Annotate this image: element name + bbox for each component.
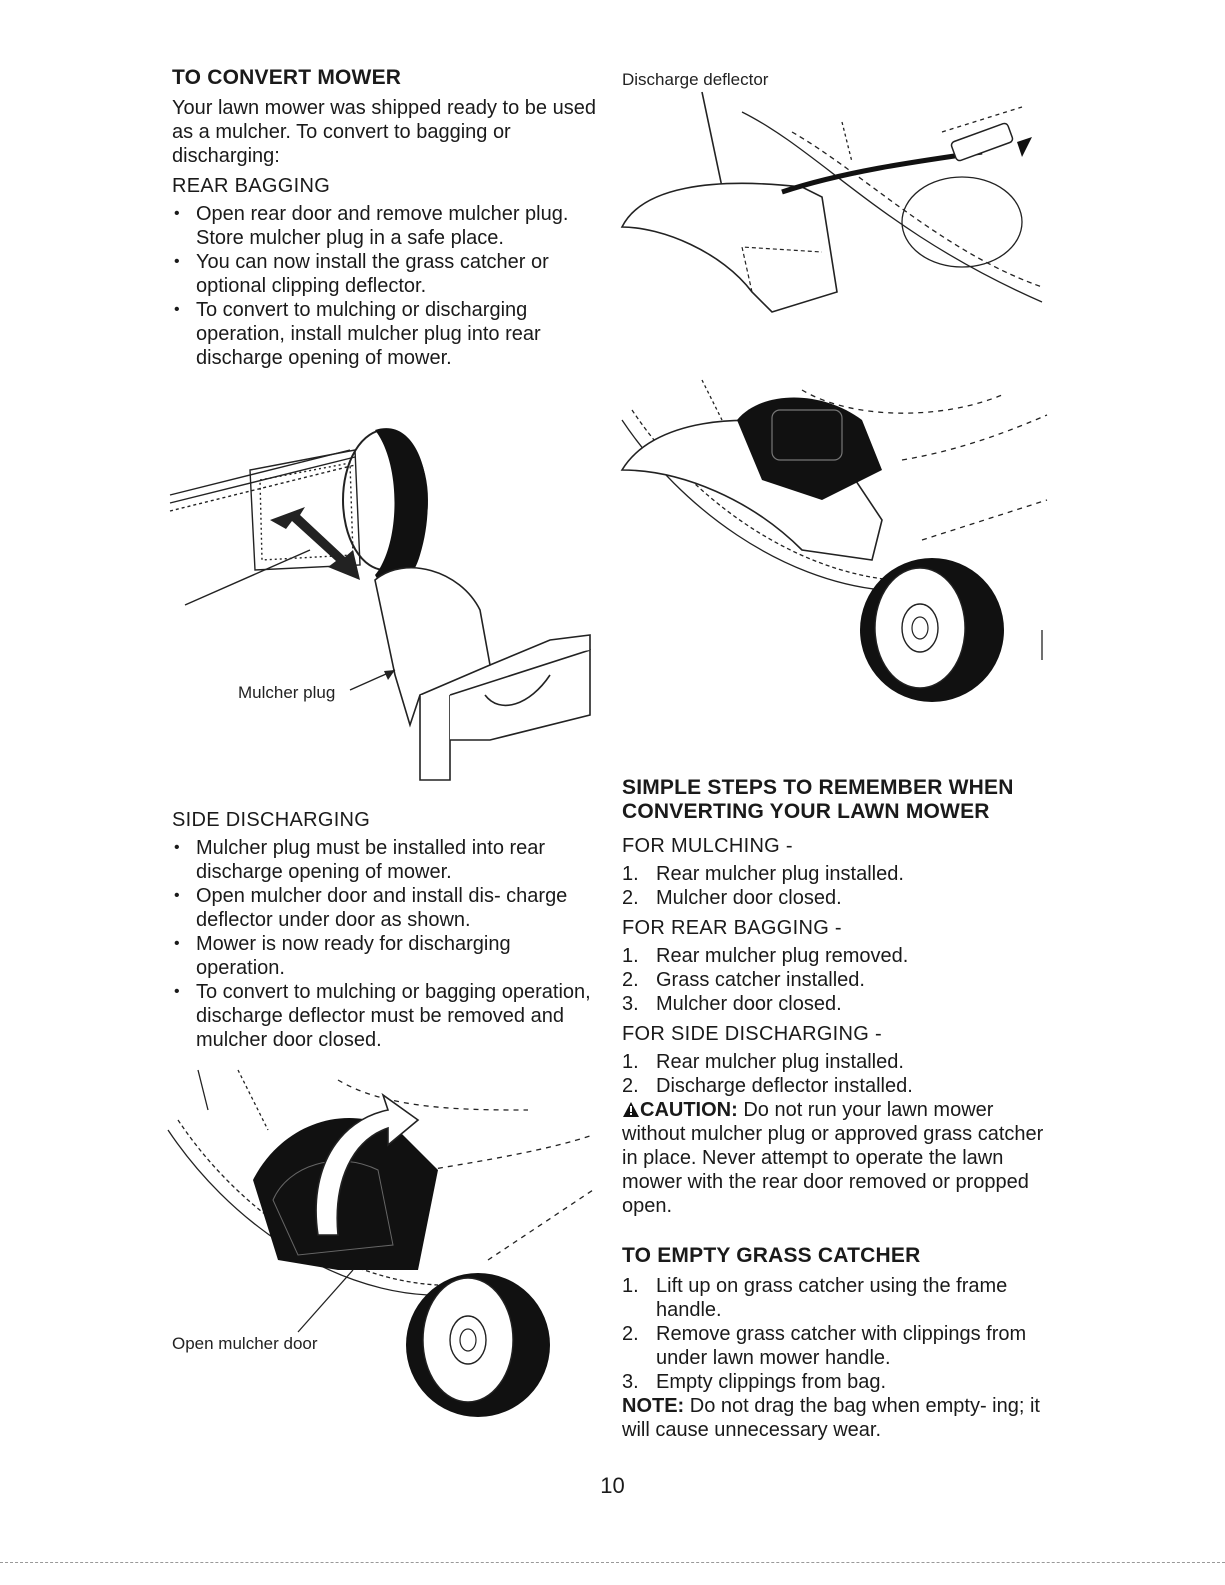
side-discharging-list xyxy=(172,836,602,1052)
side-discharging-heading: SIDE DISCHARGING xyxy=(172,809,371,831)
list-item: • Open mulcher door and install dis- charge deflector under door as shown. xyxy=(172,884,602,932)
list-item: 1. Rear mulcher plug installed. xyxy=(622,863,904,885)
open-mulcher-door-caption: Open mulcher door xyxy=(172,1334,318,1353)
for-rear-bagging-list xyxy=(622,944,1052,1016)
list-item: 3. Empty clippings from bag. xyxy=(622,1371,887,1393)
list-item: • You can now install the grass catcher or optional clipping deflector. xyxy=(172,250,602,298)
caution-label: CAUTION: xyxy=(640,1099,738,1121)
list-item: • Open rear door and remove mulcher plug. Store mulcher plug in a safe place. xyxy=(172,202,602,250)
simple-steps-title: SIMPLE STEPS TO REMEMBER WHEN CONVERTING YOUR LAWN MOWER xyxy=(622,776,1014,823)
closed-mulcher-door-illustration xyxy=(622,380,1047,710)
list-item: 1. Lift up on grass catcher using the frame handle. xyxy=(622,1275,1008,1321)
list-item: • Mulcher plug must be installed into rear discharge opening of mower. xyxy=(172,836,602,884)
for-rear-bagging-heading: FOR REAR BAGGING - xyxy=(622,917,842,939)
for-mulching-heading: FOR MULCHING - xyxy=(622,835,793,857)
list-item: • Mower is now ready for discharging operation. xyxy=(172,932,602,980)
for-side-discharging-list xyxy=(622,1050,1052,1098)
for-side-discharging-heading: FOR SIDE DISCHARGING - xyxy=(622,1023,882,1045)
list-item: 3. Mulcher door closed. xyxy=(622,993,842,1015)
warning-triangle-icon xyxy=(622,1098,640,1122)
list-item: • To convert to mulching or bagging operation, discharge deflector must be removed and mulcher door closed. xyxy=(172,980,602,1052)
open-mulcher-door-illustration xyxy=(168,1070,598,1420)
convert-mower-title: TO CONVERT MOWER xyxy=(172,66,402,89)
bottom-divider xyxy=(0,1562,1225,1563)
left-column xyxy=(172,66,602,370)
list-item: • To convert to mulching or discharging operation, install mulcher plug into rear discharge opening of mower. xyxy=(172,298,602,370)
empty-grass-catcher-title: TO EMPTY GRASS CATCHER xyxy=(622,1244,921,1267)
list-item: 2. Discharge deflector installed. xyxy=(622,1075,913,1097)
empty-grass-catcher-list xyxy=(622,1274,1052,1394)
page-number: 10 xyxy=(600,1473,625,1498)
for-mulching-list xyxy=(622,862,1052,910)
caution-paragraph xyxy=(622,1098,1052,1218)
caution-text: Do not run your lawn mower without mulcher plug or approved grass catcher in place. Never attempt to operate the lawn mower with the rear door removed or propped open. xyxy=(622,1099,1044,1217)
note-label: NOTE: xyxy=(622,1395,685,1417)
mulcher-plug-caption: Mulcher plug xyxy=(238,683,336,702)
list-item: 1. Rear mulcher plug removed. xyxy=(622,945,909,967)
simple-steps-section xyxy=(622,776,1052,1442)
discharge-deflector-caption: Discharge deflector xyxy=(622,70,769,89)
list-item: 1. Rear mulcher plug installed. xyxy=(622,1051,904,1073)
rear-bagging-heading: REAR BAGGING xyxy=(172,175,331,197)
discharge-deflector-illustration xyxy=(622,92,1047,327)
list-item: 2. Remove grass catcher with clippings from under lawn mower handle. xyxy=(622,1323,1027,1369)
convert-intro: Your lawn mower was shipped ready to be used as a mulcher. To convert to bagging or discharging: xyxy=(172,97,596,167)
list-item: 2. Grass catcher installed. xyxy=(622,969,865,991)
note-text: Do not drag the bag when empty- ing; it will cause unnecessary wear. xyxy=(622,1395,1040,1441)
list-item: 2. Mulcher door closed. xyxy=(622,887,842,909)
rear-bagging-list xyxy=(172,202,602,370)
note-paragraph xyxy=(622,1394,1052,1442)
side-discharging-section xyxy=(172,802,602,1052)
mulcher-plug-illustration xyxy=(170,395,600,780)
